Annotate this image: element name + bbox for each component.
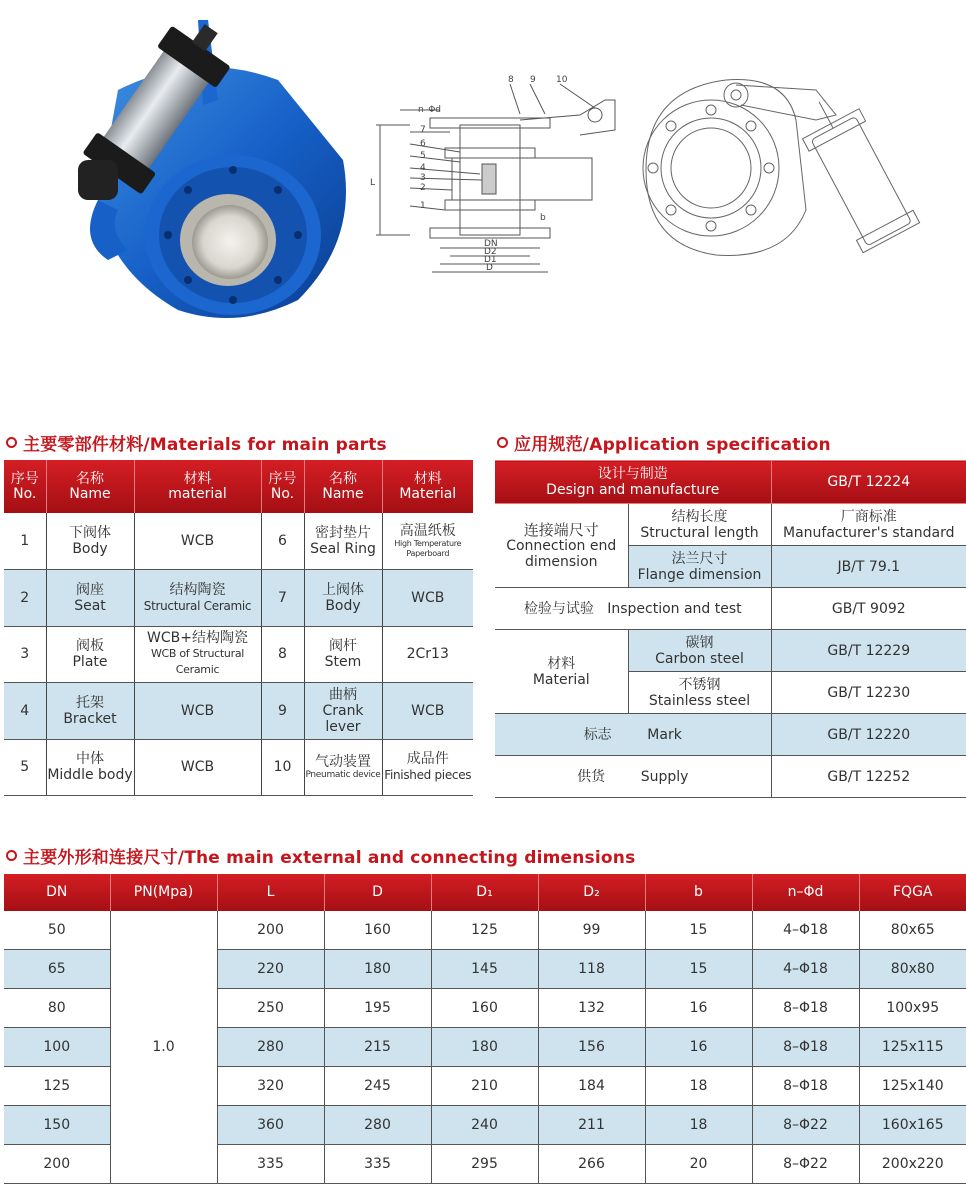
carbon-steel-standard: GB/T 12229 [771, 630, 966, 672]
d-cell: 160 [324, 911, 431, 950]
valve-side-section-drawing [370, 70, 620, 280]
drawing-label-8: 8 [508, 75, 514, 85]
table-row [495, 504, 966, 546]
b-cell: 15 [645, 950, 752, 989]
carbon-steel-label: 碳钢 Carbon steel [628, 630, 771, 672]
n-phi-d-cell: 8–Φ18 [752, 1067, 859, 1106]
d2-cell: 99 [538, 911, 645, 950]
part-number: 3 [4, 626, 46, 682]
part-number: 2 [4, 569, 46, 626]
dimensions-table [4, 874, 966, 1184]
part-name: 下阀体 Body [46, 513, 134, 569]
l-cell: 250 [217, 989, 324, 1028]
design-manufacture-standard: GB/T 12224 [771, 461, 966, 504]
dn-cell: 150 [4, 1106, 110, 1145]
supply-standard: GB/T 12252 [771, 756, 966, 798]
header-d2: D₂ [538, 874, 645, 911]
part-number: 7 [261, 569, 304, 626]
dn-cell: 50 [4, 911, 110, 950]
table-row [4, 626, 473, 682]
bullet-ring-icon [6, 437, 17, 448]
header-d1: D₁ [431, 874, 538, 911]
fqga-cell: 100x95 [859, 989, 966, 1028]
part-name: 密封垫片 Seal Ring [304, 513, 382, 569]
inspection-test-label: 检验与试验 Inspection and test [495, 588, 771, 630]
header-material-1: 材料 material [134, 460, 261, 513]
part-material: WCB [382, 682, 473, 739]
l-cell: 280 [217, 1028, 324, 1067]
header-name-2: 名称 Name [304, 460, 382, 513]
drawing-label-9: 9 [530, 75, 536, 85]
flange-dimension-label: 法兰尺寸 Flange dimension [628, 546, 771, 588]
l-cell: 335 [217, 1145, 324, 1184]
d1-cell: 210 [431, 1067, 538, 1106]
part-number: 8 [261, 626, 304, 682]
header-material-2: 材料 Material [382, 460, 473, 513]
part-material: 2Cr13 [382, 626, 473, 682]
flange-dimension-standard: JB/T 79.1 [771, 546, 966, 588]
d-cell: 335 [324, 1145, 431, 1184]
drawing-label-1: 1 [420, 201, 426, 211]
d2-cell: 132 [538, 989, 645, 1028]
part-number: 10 [261, 739, 304, 795]
b-cell: 15 [645, 911, 752, 950]
table-row [495, 588, 966, 630]
d1-cell: 240 [431, 1106, 538, 1145]
b-cell: 18 [645, 1106, 752, 1145]
n-phi-d-cell: 4–Φ18 [752, 950, 859, 989]
mark-standard: GB/T 12220 [771, 714, 966, 756]
part-number: 5 [4, 739, 46, 795]
inspection-test-standard: GB/T 9092 [771, 588, 966, 630]
d1-cell: 295 [431, 1145, 538, 1184]
header-d: D [324, 874, 431, 911]
fqga-cell: 80x80 [859, 950, 966, 989]
part-name: 曲柄 Crank lever [304, 682, 382, 739]
drawing-label-3: 3 [420, 173, 426, 183]
part-name: 气动装置 Pneumatic device [304, 739, 382, 795]
n-phi-d-cell: 4–Φ18 [752, 911, 859, 950]
d2-cell: 184 [538, 1067, 645, 1106]
drawing-label-L: L [370, 178, 376, 188]
part-number: 1 [4, 513, 46, 569]
header-l: L [217, 874, 324, 911]
d2-cell: 266 [538, 1145, 645, 1184]
connection-end-label: 连接端尺寸 Connection end dimension [495, 504, 628, 588]
application-table [495, 460, 966, 798]
d2-cell: 118 [538, 950, 645, 989]
drawing-label-7: 7 [420, 125, 426, 135]
drawing-label-d: D [486, 263, 493, 273]
part-material: 成品件 Finished pieces [382, 739, 473, 795]
valve-product-photo [58, 10, 358, 322]
fqga-cell: 125x140 [859, 1067, 966, 1106]
part-material: WCB [134, 682, 261, 739]
table-row [495, 630, 966, 672]
drawing-label-dn: DN [484, 239, 498, 249]
part-material: WCB [134, 739, 261, 795]
supply-label: 供货 Supply [495, 756, 771, 798]
table-row [495, 461, 966, 504]
table-row [4, 513, 473, 569]
l-cell: 360 [217, 1106, 324, 1145]
d1-cell: 145 [431, 950, 538, 989]
bullet-ring-icon [497, 437, 508, 448]
header-no-2: 序号 No. [261, 460, 304, 513]
d1-cell: 125 [431, 911, 538, 950]
d2-cell: 156 [538, 1028, 645, 1067]
drawing-label-d1: D1 [484, 255, 497, 265]
table-row [4, 569, 473, 626]
part-material: WCB+结构陶瓷 WCB of Structural Ceramic [134, 626, 261, 682]
dn-cell: 65 [4, 950, 110, 989]
header-dn: DN [4, 874, 110, 911]
header-n-phi-d: n–Φd [752, 874, 859, 911]
part-material: WCB [382, 569, 473, 626]
part-material: 结构陶瓷 Structural Ceramic [134, 569, 261, 626]
structural-length-standard: 厂商标准 Manufacturer's standard [771, 504, 966, 546]
dn-cell: 100 [4, 1028, 110, 1067]
material-label: 材料 Material [495, 630, 628, 714]
n-phi-d-cell: 8–Φ18 [752, 1028, 859, 1067]
table-row [4, 739, 473, 795]
d-cell: 195 [324, 989, 431, 1028]
d-cell: 245 [324, 1067, 431, 1106]
stainless-steel-label: 不锈钢 Stainless steel [628, 672, 771, 714]
table-row [495, 714, 966, 756]
l-cell: 320 [217, 1067, 324, 1106]
dn-cell: 125 [4, 1067, 110, 1106]
part-name: 阀杆 Stem [304, 626, 382, 682]
header-b: b [645, 874, 752, 911]
part-name: 托架 Bracket [46, 682, 134, 739]
valve-front-view-drawing [636, 60, 936, 260]
table-row [495, 756, 966, 798]
bullet-ring-icon [6, 850, 17, 861]
materials-table [4, 460, 473, 796]
part-name: 阀座 Seat [46, 569, 134, 626]
n-phi-d-cell: 8–Φ22 [752, 1145, 859, 1184]
dimensions-section-title: 主要外形和连接尺寸/The main external and connecting dimensions [6, 843, 635, 868]
fqga-cell: 125x115 [859, 1028, 966, 1067]
header-pn: PN(Mpa) [110, 874, 217, 911]
drawing-label-5: 5 [420, 151, 426, 161]
part-material: 高温纸板 High Temperature Paperboard [382, 513, 473, 569]
header-fqga: FQGA [859, 874, 966, 911]
drawing-label-2: 2 [420, 183, 426, 193]
structural-length-label: 结构长度 Structural length [628, 504, 771, 546]
drawing-label-n-phi-d: n–Φd [418, 105, 442, 115]
materials-header-row [4, 460, 473, 513]
d1-cell: 160 [431, 989, 538, 1028]
part-number: 4 [4, 682, 46, 739]
l-cell: 220 [217, 950, 324, 989]
materials-section-title: 主要零部件材料/Materials for main parts [6, 430, 387, 455]
b-cell: 16 [645, 1028, 752, 1067]
part-material: WCB [134, 513, 261, 569]
part-number: 9 [261, 682, 304, 739]
n-phi-d-cell: 8–Φ22 [752, 1106, 859, 1145]
part-number: 6 [261, 513, 304, 569]
d-cell: 215 [324, 1028, 431, 1067]
l-cell: 200 [217, 911, 324, 950]
drawing-label-4: 4 [420, 163, 426, 173]
header-no-1: 序号 No. [4, 460, 46, 513]
drawing-label-d2: D2 [484, 247, 497, 257]
fqga-cell: 160x165 [859, 1106, 966, 1145]
application-section-title: 应用规范/Application specification [497, 430, 831, 455]
table-row [4, 911, 966, 950]
stainless-steel-standard: GB/T 12230 [771, 672, 966, 714]
n-phi-d-cell: 8–Φ18 [752, 989, 859, 1028]
part-name: 上阀体 Body [304, 569, 382, 626]
part-name: 中体 Middle body [46, 739, 134, 795]
fqga-cell: 80x65 [859, 911, 966, 950]
d-cell: 280 [324, 1106, 431, 1145]
table-row [4, 682, 473, 739]
header-name-1: 名称 Name [46, 460, 134, 513]
d2-cell: 211 [538, 1106, 645, 1145]
design-manufacture-label: 设计与制造 Design and manufacture [495, 461, 771, 504]
b-cell: 18 [645, 1067, 752, 1106]
dn-cell: 200 [4, 1145, 110, 1184]
d1-cell: 180 [431, 1028, 538, 1067]
dimensions-header-row [4, 874, 966, 911]
b-cell: 20 [645, 1145, 752, 1184]
pn-cell: 1.0 [110, 911, 217, 1184]
fqga-cell: 200x220 [859, 1145, 966, 1184]
mark-label: 标志 Mark [495, 714, 771, 756]
b-cell: 16 [645, 989, 752, 1028]
drawing-label-10: 10 [556, 75, 568, 85]
dn-cell: 80 [4, 989, 110, 1028]
drawing-label-b: b [540, 213, 546, 223]
drawing-label-6: 6 [420, 139, 426, 149]
d-cell: 180 [324, 950, 431, 989]
part-name: 阀板 Plate [46, 626, 134, 682]
